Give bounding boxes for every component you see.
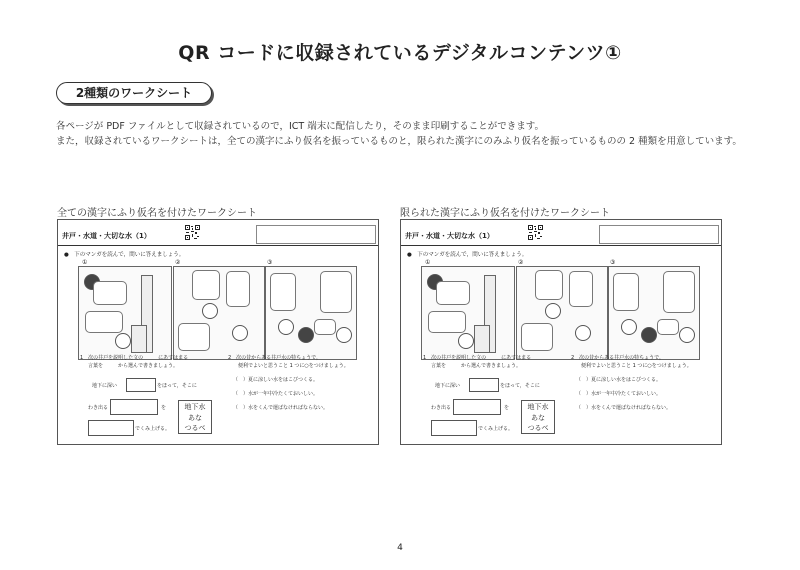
question-1-continued: 言葉を から選んで書きましょう。 [88,363,179,369]
fill-text-3: でくみ上げる。 [135,426,171,432]
character-icon [336,327,352,343]
panel-number-1: ① [82,259,88,266]
panel-number-3: ③ [267,259,273,266]
panel-number-1: ① [425,259,431,266]
panel-number-2: ② [518,259,524,266]
description-line-1: 各ページが PDF ファイルとして収録されているので，ICT 端末に配信したり，そのまま印刷することができます。 [56,121,544,132]
worksheet-title: 井戸・水道・大切な水（1） [62,232,151,240]
section-label: 2種類のワークシート [56,82,212,104]
qr-code-icon [185,225,200,240]
comic-panel-2 [173,266,265,360]
fill-text-3: でくみ上げる。 [478,426,514,432]
word-choice: つるべ [527,424,549,432]
comic-panel-3 [608,266,700,360]
comic-panel-1 [78,266,172,360]
question-2: 2 次の昔からある井戸水の特ちょうで， [571,355,665,361]
worksheet-title: 井戸・水道・大切な水（1） [405,232,494,240]
speech-bubble [314,319,336,335]
speech-bubble [192,270,220,300]
question-2-continued: 便利でよいと思うこと 1 つに○をつけましょう。 [581,363,692,369]
speech-bubble [320,271,352,313]
name-box [256,225,376,244]
option-2: （ ）水が一年中冷たくておいしい。 [233,391,319,397]
comic-panel-2 [516,266,608,360]
qr-code-icon [528,225,543,240]
speech-bubble [657,319,679,335]
word-choice: あな [188,413,202,422]
character-icon [232,325,248,341]
worksheet-thumbnail-full-furigana [57,219,379,445]
header-rule [58,245,378,246]
word-choice: つるべ [184,424,206,432]
fill-text-2: わき出る [431,405,452,411]
fill-text-2b: を [504,405,510,411]
question-1: 1 次の井戸を説明した文の にあてはまる [80,355,189,361]
word-choice: 地下水 [527,403,549,411]
character-icon [278,319,294,335]
worksheet-instruction: ● 下のマンガを読んで，問いに答えましょう。 [64,252,185,258]
answer-box [453,399,501,415]
speech-bubble [436,281,470,305]
option-1: （ ）夏に涼しい水をはこびつくる。 [576,377,662,383]
character-icon [679,327,695,343]
character-icon [298,327,314,343]
well-icon [474,325,490,353]
character-icon [115,333,131,349]
page-number: 4 [397,543,403,553]
speech-bubble [613,273,639,311]
fill-text-2b: を [161,405,167,411]
option-2: （ ）水が一年中冷たくておいしい。 [576,391,662,397]
speech-bubble [535,270,563,300]
panel-number-3: ③ [610,259,616,266]
word-choice: 地下水 [184,403,206,411]
fill-text-1: 地下に深い [92,383,118,389]
speech-bubble [428,311,466,333]
page-title: QR コードに収録されているデジタルコンテンツ① [178,42,622,64]
option-3: （ ）水をくんで運ばなければならない。 [233,405,329,411]
worksheet-caption-limited-furigana: 限られた漢字にふり仮名を付けたワークシート [400,208,610,219]
fill-text-1b: をほって，そこに [500,383,540,389]
question-1-continued: 言葉を から選んで書きましょう。 [431,363,522,369]
word-choice-box [521,400,555,434]
speech-bubble [521,323,553,351]
fill-text-1b: をほって，そこに [157,383,197,389]
header-rule [401,245,721,246]
speech-bubble [663,271,695,313]
speech-bubble [226,271,250,307]
fill-text-2: わき出る [88,405,109,411]
worksheet-caption-full-furigana: 全ての漢字にふり仮名を付けたワークシート [57,208,257,219]
well-icon [131,325,147,353]
answer-box [126,378,156,392]
speech-bubble [569,271,593,307]
speech-bubble [178,323,210,351]
option-1: （ ）夏に涼しい水をはこびつくる。 [233,377,319,383]
question-1: 1 次の井戸を説明した文の にあてはまる [423,355,532,361]
character-icon [545,303,561,319]
option-3: （ ）水をくんで運ばなければならない。 [576,405,672,411]
worksheet-thumbnail-limited-furigana [400,219,722,445]
answer-box [469,378,499,392]
comic-panel-3 [265,266,357,360]
character-icon [575,325,591,341]
answer-box [88,420,134,436]
fill-text-1: 地下に深い [435,383,461,389]
character-icon [202,303,218,319]
character-icon [621,319,637,335]
answer-box [110,399,158,415]
name-box [599,225,719,244]
question-2-continued: 便利でよいと思うこと 1 つに○をつけましょう。 [238,363,349,369]
word-choice-box [178,400,212,434]
question-2: 2 次の昔からある井戸水の特ちょうで， [228,355,322,361]
speech-bubble [85,311,123,333]
panel-number-2: ② [175,259,181,266]
speech-bubble [270,273,296,311]
worksheet-instruction: ● 下のマンガを読んで，問いに答えましょう。 [407,252,528,258]
description-line-2: また，収録されているワークシートは，全ての漢字にふり仮名を振っているものと，限られた漢字にのみふり仮名を振っているものの 2 種類を用意しています。 [56,136,742,147]
answer-box [431,420,477,436]
comic-panel-1 [421,266,515,360]
speech-bubble [93,281,127,305]
word-choice: あな [531,413,545,422]
character-icon [641,327,657,343]
character-icon [458,333,474,349]
